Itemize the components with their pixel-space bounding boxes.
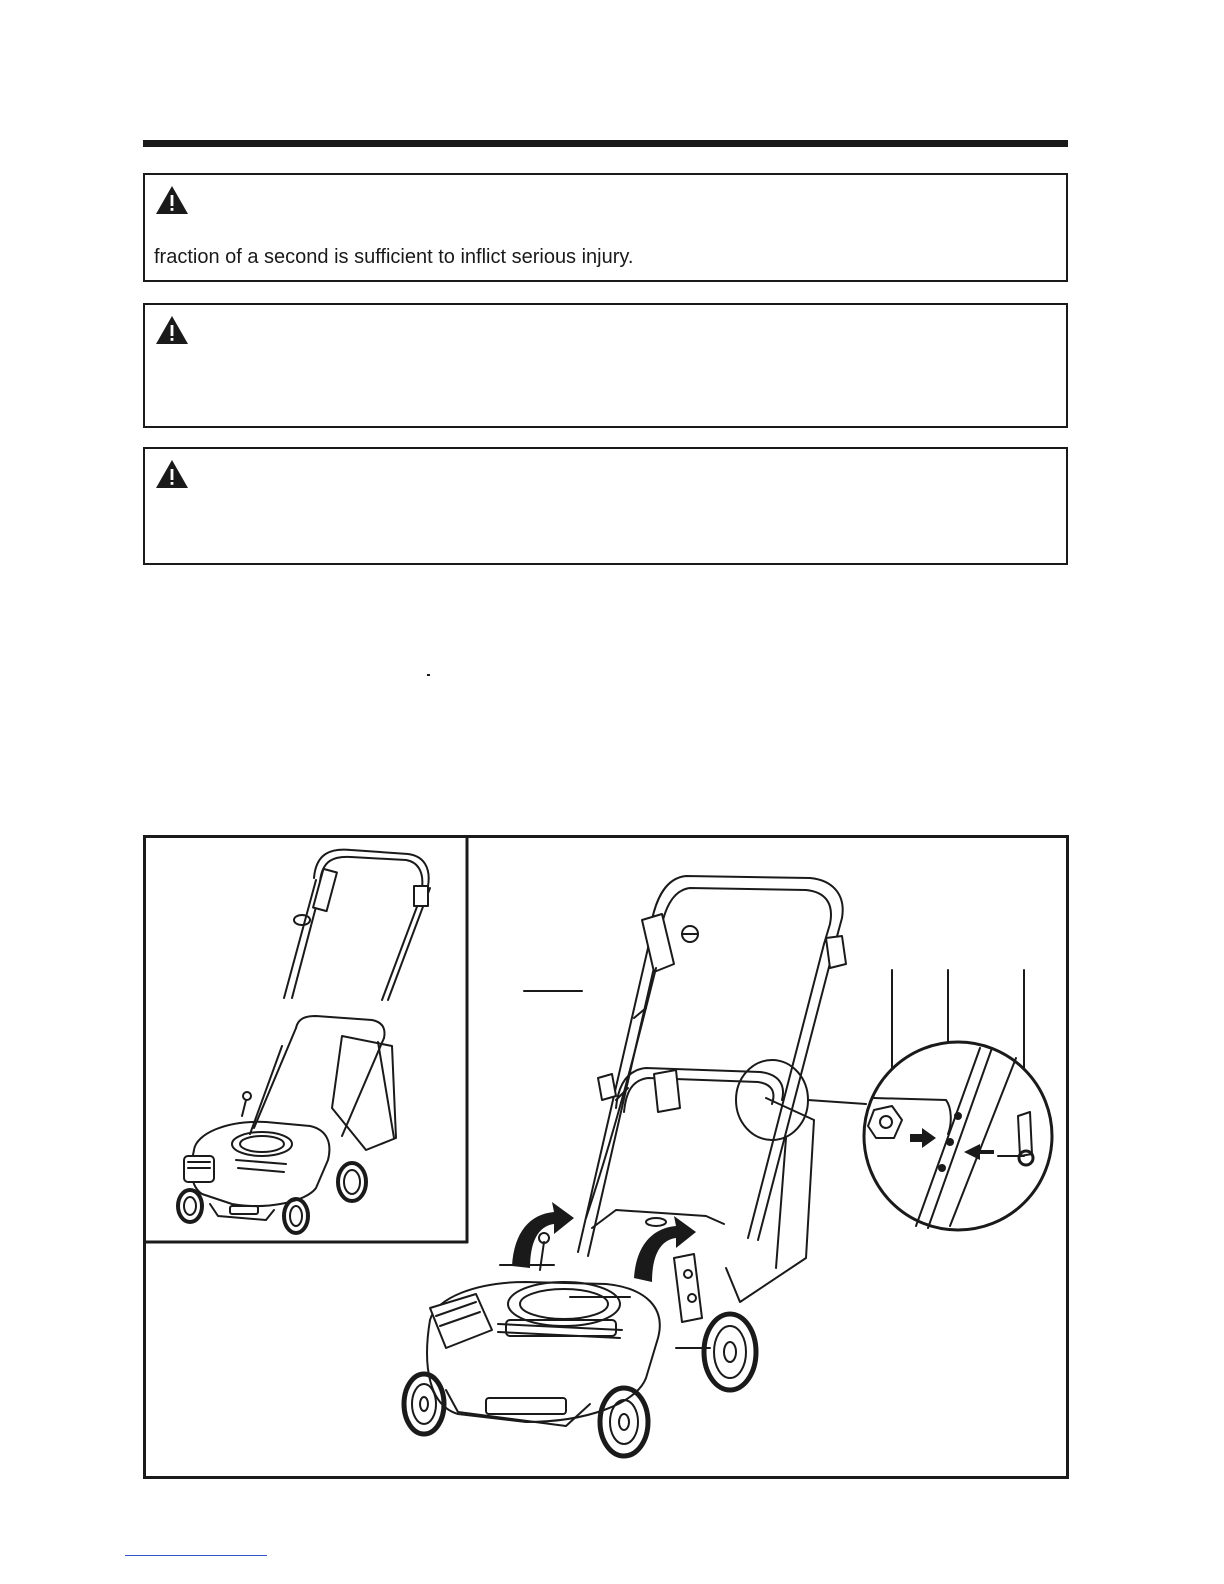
assembly-figure <box>143 835 1069 1479</box>
warning-box-2 <box>143 303 1068 428</box>
warning-triangle-icon <box>155 459 189 489</box>
warning-triangle-icon <box>155 315 189 345</box>
assembly-illustration <box>146 838 1066 1476</box>
lawn-mower-folded-icon <box>178 850 430 1233</box>
warning-box-1 <box>143 173 1068 282</box>
warning-box-3 <box>143 447 1068 565</box>
warning-text: fraction of a second is sufficient to inflict serious injury. <box>154 246 634 268</box>
footer-link-underline <box>125 1555 267 1556</box>
lawn-mower-main-icon <box>404 876 866 1456</box>
handle-knob-detail-icon <box>864 1042 1052 1230</box>
stray-mark <box>427 674 430 676</box>
rotate-arrow-left-icon <box>512 1202 574 1268</box>
section-heading-rule <box>143 140 1068 147</box>
warning-triangle-icon <box>155 185 189 215</box>
